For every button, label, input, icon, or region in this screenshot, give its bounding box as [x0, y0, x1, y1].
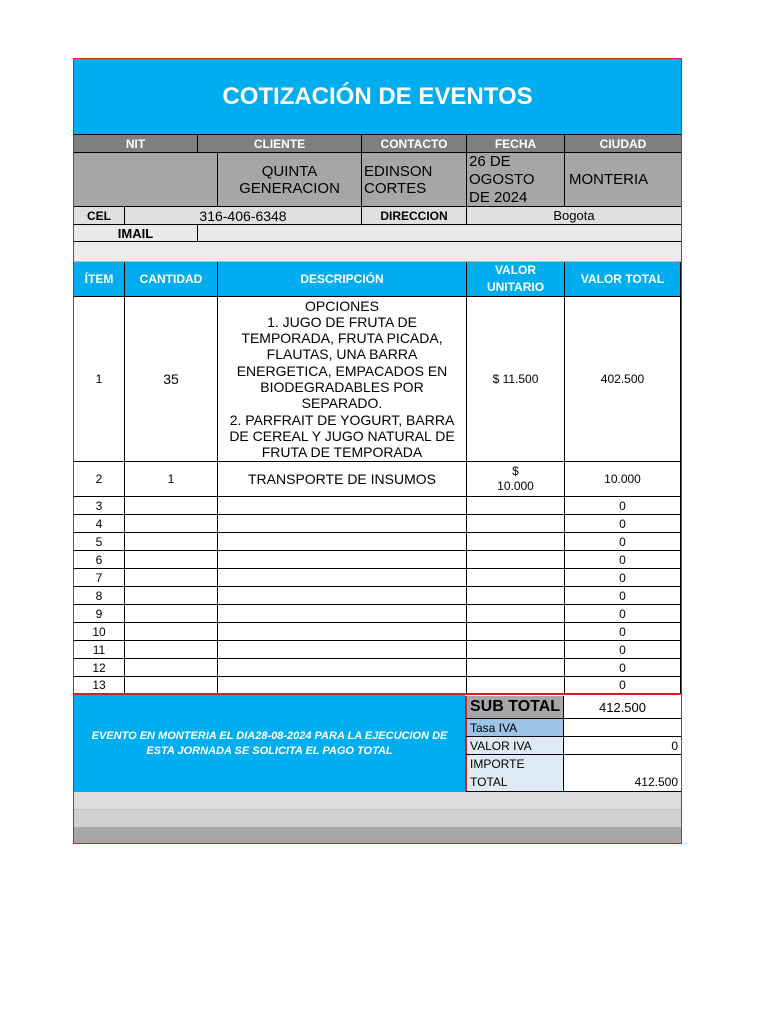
table-row: [74, 462, 681, 497]
item-quantity: [125, 641, 218, 658]
item-quantity: [125, 551, 218, 568]
item-quantity: [125, 623, 218, 640]
item-number: 4: [74, 515, 125, 532]
table-row: [74, 515, 681, 533]
item-description: [218, 497, 467, 514]
cel-label: CEL: [74, 207, 125, 224]
item-number: 6: [74, 551, 125, 568]
item-total-value: 0: [565, 641, 681, 658]
client-header-row: [74, 134, 681, 153]
tasa-iva-row: [465, 719, 681, 737]
item-unit-value: [467, 551, 565, 568]
cel-row: [74, 207, 681, 225]
item-description: [218, 569, 467, 586]
event-note: EVENTO EN MONTERIA EL DIA28-08-2024 PARA LA EJECUCION DE ESTA JORNADA SE SOLICITA EL PAGO TOTAL: [74, 695, 465, 792]
ciudad-value: MONTERIA: [569, 171, 649, 188]
direccion-label: DIRECCION: [362, 207, 467, 224]
item-total-value: 0: [565, 515, 681, 532]
title-bar: [74, 59, 681, 134]
item-unit-value: $ 10.000: [467, 462, 565, 496]
item-unit-value: [467, 533, 565, 550]
item-description: [218, 623, 467, 640]
fecha-header: FECHA: [467, 135, 565, 152]
item-quantity: [125, 533, 218, 550]
item-total-value: 0: [565, 677, 681, 693]
item-total-value: 0: [565, 533, 681, 550]
item-quantity: [125, 497, 218, 514]
item-total-value: 0: [565, 551, 681, 568]
importe-total-row: [465, 755, 681, 792]
subtotal-label: SUB TOTAL: [465, 696, 564, 719]
tasa-iva-label: Tasa IVA: [465, 719, 564, 737]
table-row: [74, 569, 681, 587]
fecha-value: 26 DE OGOSTO DE 2024: [467, 153, 565, 206]
table-row: [74, 533, 681, 551]
cantidad-col-header: CANTIDAD: [125, 262, 218, 296]
table-row: [74, 297, 681, 462]
item-number: 7: [74, 569, 125, 586]
descripcion-col-header: DESCRIPCIÓN: [218, 262, 467, 296]
contacto-value: EDINSON CORTES: [362, 153, 467, 206]
contacto-header: CONTACTO: [362, 135, 467, 152]
item-unit-value: [467, 605, 565, 622]
page-title: COTIZACIÓN DE EVENTOS: [222, 83, 533, 110]
item-total-value: 0: [565, 659, 681, 676]
table-row: [74, 497, 681, 515]
item-total-value: 402.500: [565, 297, 681, 461]
footer-band-3: [74, 827, 681, 844]
tasa-iva-value: [564, 719, 681, 737]
table-row: [74, 659, 681, 677]
item-number: 12: [74, 659, 125, 676]
item-description: [218, 587, 467, 604]
spacer-row: [74, 242, 681, 262]
item-quantity: 35: [125, 297, 218, 461]
item-description: [218, 533, 467, 550]
subtotal-value: 412.500: [564, 696, 681, 719]
table-row: [74, 641, 681, 659]
table-row: [74, 605, 681, 623]
item-unit-value: [467, 659, 565, 676]
item-number: 1: [74, 297, 125, 461]
item-description: [218, 605, 467, 622]
item-quantity: [125, 677, 218, 693]
item-description: [218, 551, 467, 568]
item-unit-value: $ 11.500: [467, 297, 565, 461]
item-col-header: ÍTEM: [74, 262, 125, 296]
ciudad-header: CIUDAD: [599, 136, 647, 151]
table-row: [74, 587, 681, 605]
footer-band-1: [74, 792, 681, 810]
valor-unitario-col-header: VALOR UNITARIO: [467, 262, 565, 296]
item-unit-value: [467, 641, 565, 658]
item-quantity: [125, 569, 218, 586]
item-total-value: 10.000: [565, 462, 681, 496]
client-data-row: [74, 153, 681, 207]
item-description: [218, 641, 467, 658]
item-number: 8: [74, 587, 125, 604]
item-number: 3: [74, 497, 125, 514]
item-description: [218, 659, 467, 676]
item-number: 10: [74, 623, 125, 640]
importe-total-label: IMPORTE TOTAL: [465, 755, 564, 792]
item-number: 5: [74, 533, 125, 550]
item-total-value: 0: [565, 587, 681, 604]
item-description: OPCIONES 1. JUGO DE FRUTA DE TEMPORADA, FRUTA PICADA, FLAUTAS, UNA BARRA ENERGETICA, EMPACADOS EN BIODEGRADABLES POR SEPARADO. 2. PARFRAIT DE YOGURT, BARRA DE CEREAL Y JUGO NATURAL DE FRUTA DE TEMPORADA: [218, 297, 467, 461]
item-description: TRANSPORTE DE INSUMOS: [218, 462, 467, 496]
item-description: [218, 677, 467, 693]
table-row: [74, 551, 681, 569]
imail-row: [74, 225, 681, 242]
cel-value: 316-406-6348: [125, 207, 362, 224]
imail-value: [198, 225, 681, 241]
imail-label: IMAIL: [74, 225, 198, 241]
items-header-row: [74, 262, 681, 297]
nit-header: NIT: [74, 135, 198, 152]
table-row: [74, 677, 681, 695]
direccion-value: Bogota: [553, 208, 595, 223]
footer-band-2: [74, 810, 681, 827]
cliente-header: CLIENTE: [198, 135, 362, 152]
item-unit-value: [467, 587, 565, 604]
valor-iva-label: VALOR IVA: [465, 737, 564, 755]
valor-iva-row: [465, 737, 681, 755]
item-number: 11: [74, 641, 125, 658]
item-quantity: [125, 515, 218, 532]
item-number: 2: [74, 462, 125, 496]
item-total-value: 0: [565, 569, 681, 586]
item-total-value: 0: [565, 623, 681, 640]
item-quantity: 1: [125, 462, 218, 496]
importe-total-value: 412.500: [564, 755, 681, 792]
item-unit-value: [467, 677, 565, 693]
item-quantity: [125, 605, 218, 622]
subtotal-row: [465, 696, 681, 719]
item-unit-value: [467, 623, 565, 640]
item-number: 9: [74, 605, 125, 622]
cliente-value: QUINTA GENERACION: [218, 153, 362, 206]
valor-iva-value: 0: [564, 737, 681, 755]
item-quantity: [125, 587, 218, 604]
item-unit-value: [467, 497, 565, 514]
item-quantity: [125, 659, 218, 676]
nit-value: [74, 153, 218, 206]
table-row: [74, 623, 681, 641]
item-number: 13: [74, 677, 125, 693]
quotation-sheet: [73, 58, 682, 844]
item-unit-value: [467, 569, 565, 586]
item-unit-value: [467, 515, 565, 532]
valor-total-col-header: VALOR TOTAL: [565, 262, 681, 296]
item-total-value: 0: [565, 497, 681, 514]
item-description: [218, 515, 467, 532]
item-total-value: 0: [565, 605, 681, 622]
